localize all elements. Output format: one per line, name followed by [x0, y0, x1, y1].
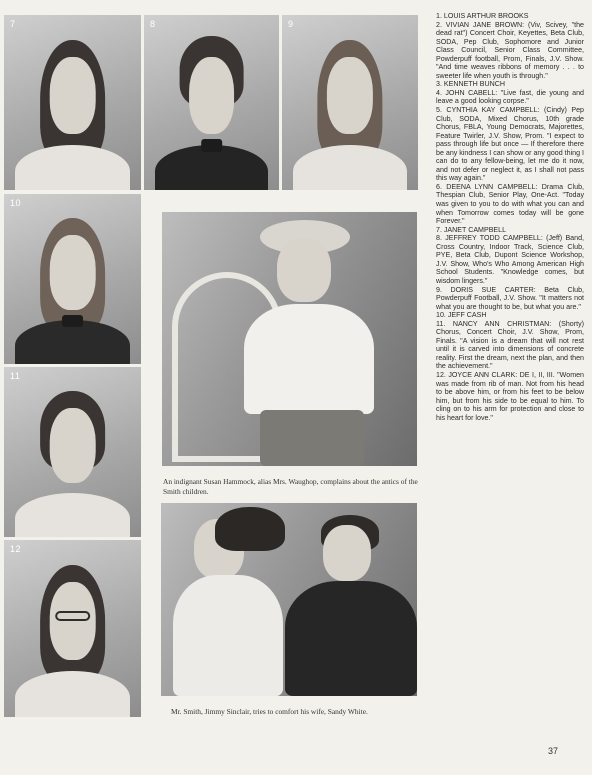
actress-dress	[173, 575, 283, 696]
list-item: 8. JEFFREY TODD CAMPBELL: (Jeff) Band, Cross Country, Indoor Track, Science Club, PYE, Beta Club, Dupont Science Workshop, J.V. Show, Who's Who Among American High School Students. "Knowledge comes, but wisdom lingers."	[436, 234, 584, 285]
portrait-11	[4, 367, 141, 537]
actress-hair	[215, 507, 285, 551]
caption-top: An indignant Susan Hammock, alias Mrs. Waughop, complains about the antics of the Smith children.	[163, 477, 418, 496]
glasses-icon	[55, 611, 91, 622]
portrait-7	[4, 15, 141, 190]
portrait-8	[144, 15, 279, 190]
portrait-shoulders	[15, 145, 130, 191]
portrait-shoulders	[15, 493, 130, 537]
portrait-face	[189, 57, 235, 134]
actress-blouse	[244, 304, 374, 414]
portrait-face	[49, 235, 96, 310]
list-item: 1. LOUIS ARTHUR BROOKS	[436, 12, 529, 20]
portrait-face	[49, 408, 96, 483]
list-item: 5. CYNTHIA KAY CAMPBELL: (Cindy) Pep Club, SODA, Mixed Chorus, 10th grade Chorus, FBLA, Young Democrats, Majorettes, Feature Twirler, J.V. Show, Prom. "I expect to pass through life but once — If therefore there be any kindness I can show or any good thing I can do to any fellow-being, let me do it now, and not defer or neglect it, as I shall not pass this way again."	[436, 106, 584, 183]
list-item: 10. JEFF CASH	[436, 311, 487, 320]
caption-bottom: Mr. Smith, Jimmy Sinclair, tries to comfort his wife, Sandy White.	[171, 707, 368, 716]
list-item: 4. JOHN CABELL: "Live fast, die young and leave a good looking corpse."	[436, 88, 584, 106]
list-item: 12. JOYCE ANN CLARK: DE I, II, III. "Women was made from rib of man. Not from his head to be above him, or from his feet to be below him, but from his side to be equal to him. To cling on to his arm for protection and close to his heart for love."	[436, 370, 584, 422]
portrait-number: 11	[10, 371, 21, 381]
actress-skirt	[260, 410, 364, 466]
portrait-face	[327, 57, 373, 134]
stage-photo-mr-smith	[161, 503, 417, 696]
portrait-shoulders	[293, 145, 407, 191]
list-item: 6. DEENA LYNN CAMPBELL: Drama Club, Thespian Club, Senior Play, One-Act. "Today was given to you to do with what you can and when Tomorrow comes today will be gone Forever."	[436, 182, 584, 226]
portrait-shoulders	[15, 671, 130, 717]
portrait-12	[4, 540, 141, 717]
bow-tie-icon	[201, 139, 223, 151]
bow-tie-icon	[62, 315, 84, 327]
actor-suit	[285, 581, 417, 696]
page-number: 37	[548, 746, 559, 756]
stage-photo-mrs-waughop	[162, 212, 417, 466]
portrait-10	[4, 194, 141, 364]
list-item: 2. VIVIAN JANE BROWN: (Viv, Scivey, "the dead rat") Concert Choir, Keyettes, Beta Club, SODA, Pep Club, Sophomore and Junior Class Council, Senior Class Committee, Powderpuff football, Prom, Finals, J.V. Show. "And time weaves ribbons of memory . . . to sweeter life when youth is through."	[436, 20, 584, 80]
portrait-number: 7	[10, 19, 16, 29]
portrait-number: 9	[288, 19, 294, 29]
list-item: 11. NANCY ANN CHRISTMAN: (Shorty) Chorus, Concert Choir, J.V. Show, Prom, Finals. "A vision is a dream that will not rest until it is carved into dimensions of concrete reality. First the dream, next the plan, and then the achievement."	[436, 319, 584, 371]
portrait-shoulders	[155, 145, 268, 191]
portrait-number: 10	[10, 198, 22, 208]
portrait-face	[49, 582, 96, 660]
list-item: 9. DORIS SUE CARTER: Beta Club, Powderpuff Football, J.V. Show. "It matters not what you are thought to be, but what you are."	[436, 285, 584, 311]
portrait-9	[282, 15, 418, 190]
actor-face	[323, 525, 371, 581]
list-item: 3. KENNETH BUNCH	[436, 80, 505, 89]
senior-list	[436, 12, 584, 422]
portrait-face	[49, 57, 96, 134]
actress-face	[277, 238, 331, 302]
list-item: 7. JANET CAMPBELL	[436, 225, 507, 234]
portrait-number: 8	[150, 19, 156, 29]
portrait-number: 12	[10, 544, 22, 554]
